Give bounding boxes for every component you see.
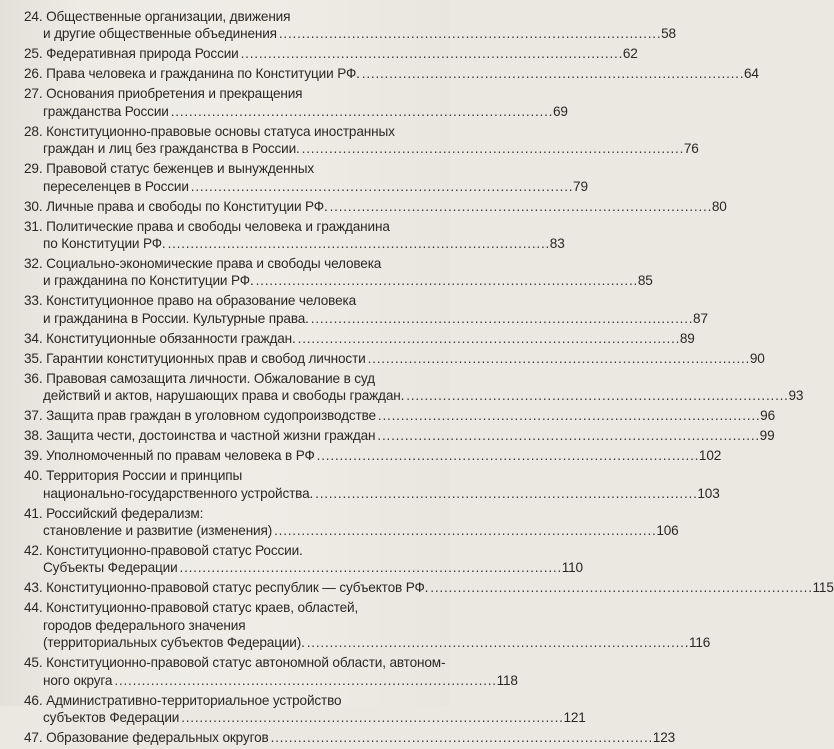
toc-entry — [24, 255, 653, 290]
toc-page-number: 118 — [496, 672, 518, 688]
dot-leader — [406, 387, 786, 404]
toc-entry-title: Конституционно-правовой статус автономной области, автоном- — [46, 655, 446, 671]
toc-entry-title: Территория России и принципы — [46, 468, 243, 484]
toc-entry-title: субъектов Федерации — [43, 710, 180, 726]
toc-page-number: 87 — [693, 310, 708, 326]
toc-entry-number: 44. — [24, 600, 43, 616]
toc-entry-line — [24, 25, 676, 42]
toc-entry-line — [24, 692, 434, 709]
dot-leader — [362, 65, 742, 82]
toc-entry-title: Конституционное право на образование человека — [46, 293, 356, 309]
toc-entry-title: Уполномоченный по правам человека в РФ — [46, 448, 315, 464]
toc-entry-line — [24, 427, 775, 444]
toc-entry-title: Личные права и свободы по Конституции РФ. — [46, 198, 328, 214]
dot-leader — [114, 672, 494, 689]
toc-entry — [24, 467, 720, 502]
toc-entry-title: и гражданина по Конституции РФ. — [43, 273, 254, 289]
toc-entry-title: действий и актов, нарушающих права и свободы граждан. — [43, 388, 405, 404]
toc-entry-line — [24, 45, 638, 62]
toc-page-number: 58 — [661, 26, 676, 42]
toc-entry — [24, 447, 722, 464]
toc-page-number: 62 — [622, 46, 638, 62]
toc-entry-line — [24, 370, 434, 387]
toc-page-number: 102 — [698, 448, 722, 464]
toc-entry-line — [24, 559, 583, 576]
toc-page-number: 69 — [552, 103, 568, 119]
toc-entry — [24, 85, 568, 120]
toc-entry-body — [24, 330, 695, 347]
toc-entry-number: 36. — [24, 370, 43, 386]
toc-page-number: 96 — [760, 408, 775, 424]
toc-entry — [24, 370, 804, 405]
toc-entry-number: 35. — [24, 350, 43, 366]
toc-entry-body — [24, 85, 568, 120]
toc-entry-title: Политические права и свободы человека и гражданина — [46, 218, 390, 234]
toc-entry-number: 41. — [24, 505, 43, 521]
toc-entry-number: 28. — [24, 123, 43, 139]
toc-entry-line — [24, 599, 434, 616]
toc-entry-line — [24, 579, 834, 596]
dot-leader — [311, 310, 691, 327]
dot-leader — [256, 272, 636, 289]
toc-entry-title: граждан и лиц без гражданства в России. — [43, 141, 300, 157]
toc-entry-line — [24, 542, 434, 559]
toc-entry — [24, 692, 586, 727]
toc-entry-title: Конституционно-правовой статус республик — субъектов РФ. — [46, 580, 429, 596]
toc-entry-title: Административно-территориальное устройство — [46, 692, 342, 708]
toc-entry — [24, 330, 695, 347]
toc-entry-body — [24, 579, 834, 596]
toc-entry-body — [24, 160, 588, 195]
toc-entry-line — [24, 272, 653, 289]
toc-page-number: 79 — [573, 178, 588, 194]
toc-entry-line — [24, 235, 565, 252]
toc-entry-number: 45. — [24, 655, 43, 671]
toc-entry-title: национально-государственного устройства. — [43, 485, 314, 501]
toc-page-number: 121 — [563, 710, 586, 726]
toc-entry-title: Защита чести, достоинства и частной жизни граждан — [46, 428, 376, 444]
dot-leader — [274, 522, 654, 539]
toc-entry-line — [24, 407, 775, 424]
toc-entry — [24, 198, 727, 215]
toc-entry-body — [24, 729, 676, 746]
toc-entry-body — [24, 447, 722, 464]
toc-entry-title: (территориальных субъектов Федерации). — [43, 635, 305, 651]
toc-entry-title: Конституционные обязанности граждан. — [46, 330, 296, 346]
toc-entry-number: 24. — [24, 9, 43, 24]
toc-entry — [24, 505, 679, 540]
toc-entry-number: 39. — [24, 448, 43, 464]
toc-entry-line — [24, 65, 759, 82]
dot-leader — [307, 634, 687, 651]
toc-entry-line — [24, 218, 434, 235]
toc-entry-title: городов федерального значения — [43, 617, 246, 633]
toc-page-number: 85 — [637, 273, 653, 289]
dot-leader — [171, 103, 551, 120]
toc-entry-body — [24, 8, 676, 43]
toc-entry-body — [24, 198, 727, 215]
toc-page-number: 110 — [561, 560, 583, 576]
toc-entry — [24, 654, 518, 689]
toc-entry-number: 33. — [24, 293, 43, 309]
toc-entry-body — [24, 292, 708, 327]
toc-entry — [24, 218, 565, 253]
toc-entry-title: Правовая самозащита личности. Обжалование в суд — [46, 370, 375, 386]
toc-entry-line — [24, 103, 568, 120]
toc-entry-body — [24, 505, 679, 540]
toc-entry-number: 25. — [24, 46, 43, 62]
toc-entry-title: Образование федеральных округов — [46, 730, 269, 746]
toc-entry-number: 27. — [24, 86, 43, 102]
toc-entry-body — [24, 542, 583, 577]
toc-entry-body — [24, 350, 765, 367]
toc-page-number: 83 — [549, 236, 565, 252]
toc-entry-line — [24, 292, 434, 309]
toc-entry-title: Конституционно-правовой статус краев, областей, — [46, 600, 359, 616]
toc-entry-line — [24, 447, 722, 464]
dot-leader — [181, 709, 561, 726]
toc-entry-line — [24, 198, 727, 215]
toc-entry — [24, 65, 759, 82]
toc-entry-line — [24, 160, 434, 177]
toc-entry-line — [24, 85, 434, 102]
dot-leader — [317, 447, 697, 464]
toc-entry-body — [24, 45, 638, 62]
toc-entry-line — [24, 617, 434, 634]
toc-entry-line — [24, 505, 434, 522]
toc-entry-title: по Конституции РФ. — [43, 236, 166, 252]
dot-leader — [180, 559, 560, 576]
toc-page-number: 123 — [652, 730, 676, 746]
toc-entry-title: и другие общественные объединения — [43, 26, 277, 42]
toc-entry-line — [24, 522, 679, 539]
dot-leader — [241, 45, 621, 62]
toc-entry-body — [24, 692, 586, 727]
toc-entry-line — [24, 709, 586, 726]
toc-page-number: 90 — [749, 350, 765, 366]
toc-entry-title: Основания приобретения и прекращения — [46, 86, 303, 102]
toc-entry — [24, 427, 775, 444]
toc-entry-line — [24, 8, 434, 25]
toc-entry-line — [24, 330, 695, 347]
dot-leader — [191, 178, 571, 195]
toc-entry-body — [24, 427, 775, 444]
toc-entry — [24, 350, 765, 367]
dot-leader — [271, 729, 651, 746]
toc-page-number: 93 — [788, 388, 804, 404]
toc-entry-number: 43. — [24, 580, 43, 596]
toc-entry-number: 26. — [24, 66, 43, 82]
toc-entry-body — [24, 255, 653, 290]
toc-entry — [24, 292, 708, 327]
dot-leader — [168, 235, 548, 252]
toc-entry-title: переселенцев в России — [43, 178, 189, 194]
toc-entry-line — [24, 485, 720, 502]
toc-entry-line — [24, 178, 588, 195]
toc-entry-line — [24, 140, 699, 157]
toc-entry-title: Конституционно-правовой статус России. — [46, 543, 303, 559]
toc-entry — [24, 160, 588, 195]
toc-entry-number: 29. — [24, 161, 43, 177]
dot-leader — [377, 427, 757, 444]
toc-entry-body — [24, 599, 711, 651]
toc-entry-line — [24, 310, 708, 327]
toc-page-number: 115 — [812, 580, 834, 596]
toc-entry-number: 32. — [24, 256, 43, 272]
dot-leader — [279, 25, 659, 42]
toc-entry-line — [24, 729, 676, 746]
toc-entry-title: Конституционно-правовые основы статуса иностранных — [46, 123, 395, 139]
toc-page-number: 80 — [711, 198, 727, 214]
toc-page-number: 103 — [697, 485, 720, 501]
toc-entry-body — [24, 407, 775, 424]
dot-leader — [368, 350, 748, 367]
toc-entry — [24, 407, 775, 424]
toc-entry-body — [24, 654, 518, 689]
toc-entry-number: 42. — [24, 543, 43, 559]
toc-page-number: 89 — [679, 330, 695, 346]
toc-entry-line — [24, 255, 434, 272]
toc-page-number: 106 — [656, 523, 679, 539]
toc-entry — [24, 123, 699, 158]
dot-leader — [430, 579, 810, 596]
dot-leader — [315, 485, 695, 502]
toc-entry-number: 31. — [24, 218, 43, 234]
toc-entry — [24, 729, 676, 746]
toc-entry-title: ного округа — [43, 672, 113, 688]
toc-entry-body — [24, 467, 720, 502]
toc-entry-body — [24, 218, 565, 253]
table-of-contents — [24, 8, 834, 749]
toc-entry-title: и гражданина в России. Культурные права. — [43, 310, 309, 326]
toc-entry-title: гражданства России — [43, 103, 169, 119]
toc-entry-line — [24, 654, 446, 671]
toc-entry — [24, 8, 676, 43]
toc-entry-title: Правовой статус беженцев и вынужденных — [46, 161, 315, 177]
toc-entry — [24, 45, 638, 62]
toc-entry-line — [24, 123, 434, 140]
toc-page-number: 76 — [683, 141, 699, 157]
toc-entry-body — [24, 65, 759, 82]
toc-entry-title: Гарантии конституционных прав и свобод личности — [46, 350, 366, 366]
dot-leader — [298, 330, 678, 347]
toc-entry-title: Социально-экономические права и свободы человека — [46, 256, 382, 272]
toc-entry — [24, 579, 834, 596]
toc-page-number: 116 — [688, 635, 711, 651]
toc-entry-title: Российский федерализм: — [46, 505, 204, 521]
toc-entry-body — [24, 370, 804, 405]
toc-entry-line — [24, 634, 711, 651]
toc-entry-line — [24, 350, 765, 367]
toc-entry-title: Права человека и гражданина по Конституции РФ. — [46, 66, 360, 82]
dot-leader — [378, 407, 758, 424]
dot-leader — [302, 140, 682, 157]
dot-leader — [330, 198, 710, 215]
toc-entry-title: Субъекты Федерации — [43, 560, 178, 576]
toc-entry — [24, 542, 583, 577]
toc-entry-body — [24, 123, 699, 158]
toc-entry-number: 37. — [24, 408, 43, 424]
toc-entry-line — [24, 467, 434, 484]
toc-entry-number: 38. — [24, 428, 43, 444]
toc-page-number: 99 — [759, 428, 775, 444]
toc-entry-title: Общественные организации, движения — [46, 9, 291, 24]
toc-entry-number: 40. — [24, 468, 43, 484]
toc-entry-number: 30. — [24, 198, 43, 214]
toc-entry-number: 46. — [24, 692, 43, 708]
toc-entry-title: Защита прав граждан в уголовном судопроизводстве — [46, 408, 376, 424]
toc-entry-number: 47. — [24, 730, 43, 746]
toc-entry-line — [24, 387, 804, 404]
toc-page-number: 64 — [744, 66, 759, 82]
toc-entry-title: становление и развитие (изменения) — [43, 523, 273, 539]
toc-entry-line — [24, 672, 518, 689]
toc-entry-number: 34. — [24, 330, 43, 346]
toc-entry — [24, 599, 711, 651]
toc-entry-title: Федеративная природа России — [46, 46, 239, 62]
